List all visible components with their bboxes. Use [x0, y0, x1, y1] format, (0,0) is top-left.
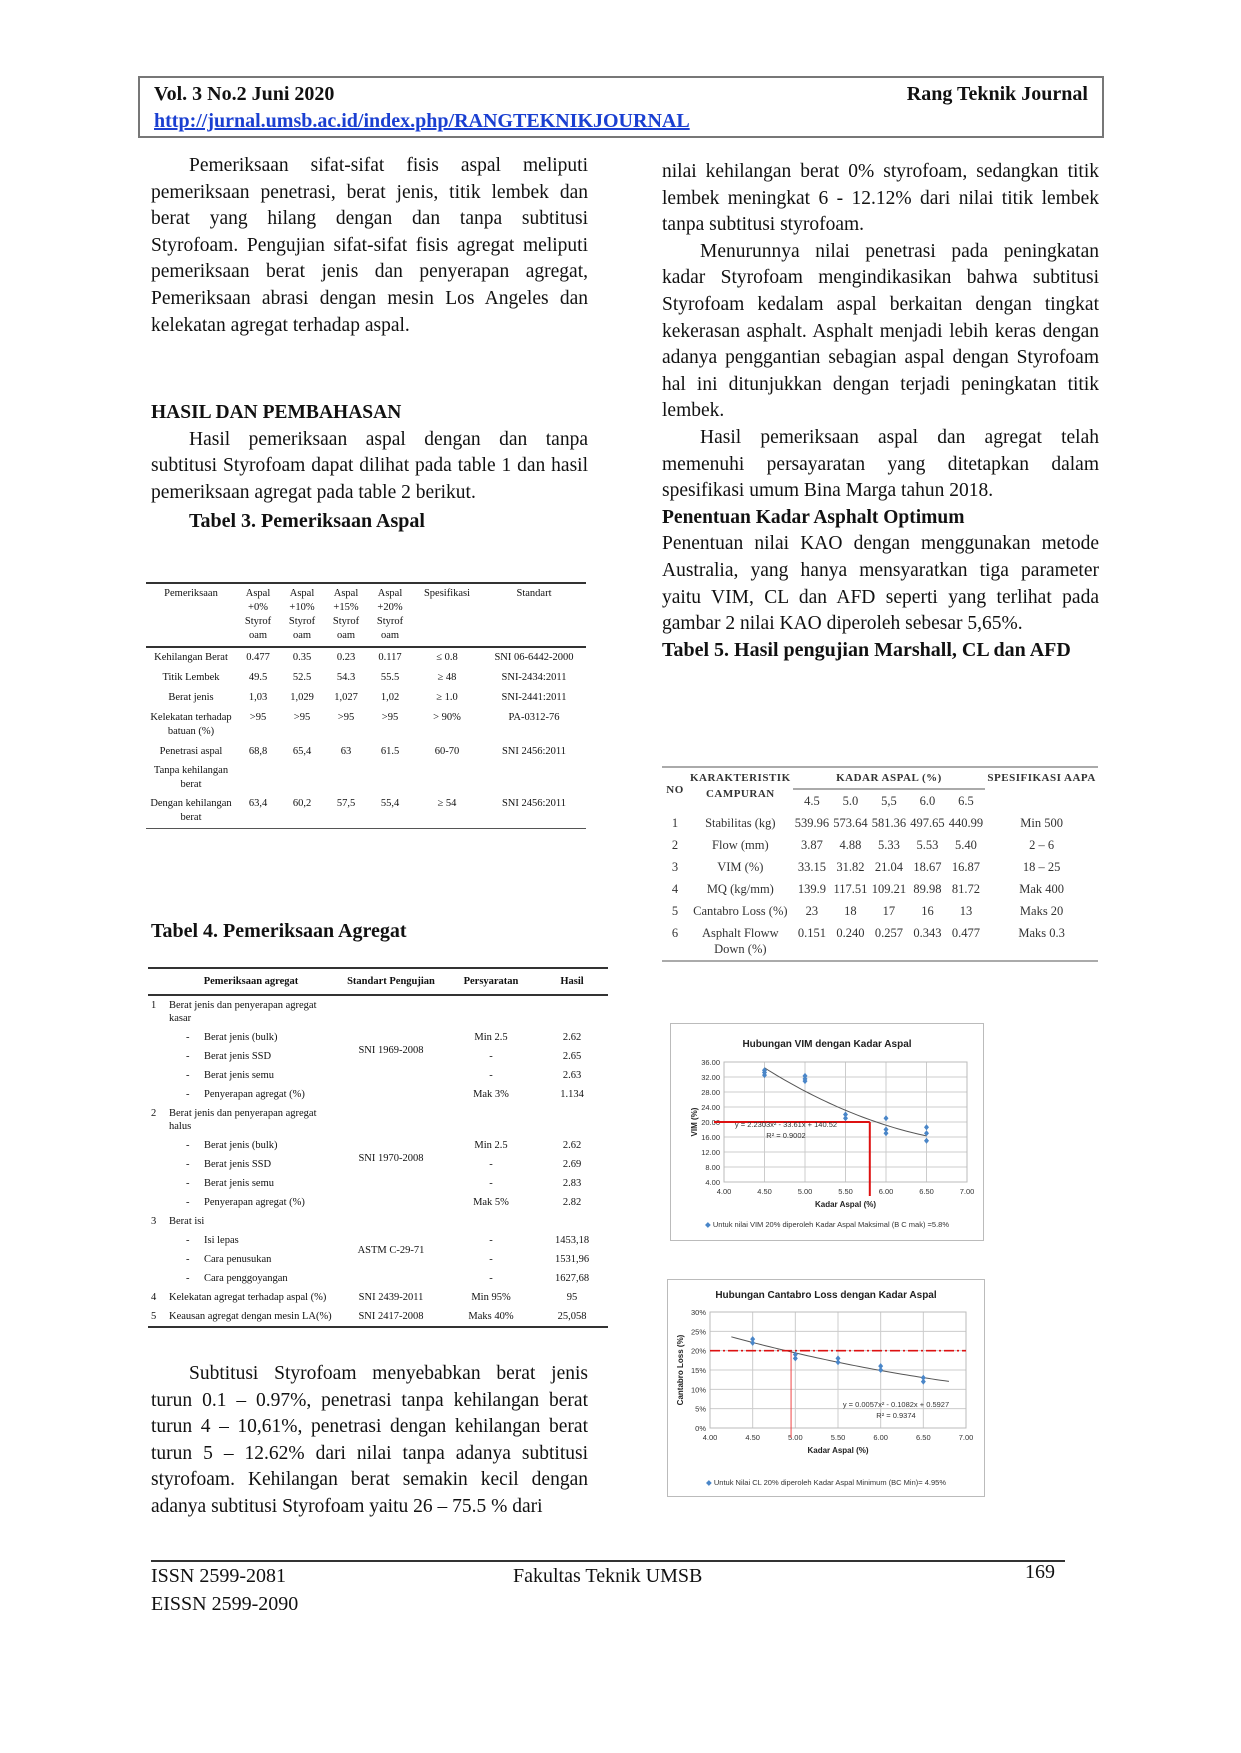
- cell: [236, 762, 280, 795]
- paragraph: Menurunnya nilai penetrasi pada peningkatan kadar Styrofoam mengindikasikan bahwa subtitusi Styrofoam kedalam aspal berkaitan dengan tingkat kekerasan asphalt. Asphalt menjadi lebih keras dengan adanya penggantian sebagian aspal dengan Styrofoam hal ini ditunjukkan dengan terjadi peningkatan titik lembek.: [662, 240, 1099, 422]
- group-title: Berat jenis dan penyerapan agregat kasar: [169, 1000, 317, 1024]
- cell: SNI 2456:2011: [501, 798, 567, 809]
- svg-text:20.00: 20.00: [701, 1118, 720, 1127]
- item-label: - Penyerapan agregat (%): [186, 1197, 305, 1208]
- table-row: [146, 688, 586, 708]
- cell: 18 – 25: [1022, 860, 1061, 874]
- svg-text:4.00: 4.00: [702, 1433, 718, 1442]
- column-header: KARAKTERISTIK CAMPURAN: [690, 772, 791, 800]
- table-row: [146, 708, 586, 742]
- discussion-block: [151, 1361, 588, 1521]
- result: 1.134: [560, 1089, 584, 1100]
- paragraph: Hasil pemeriksaan aspal dengan dan tanpa subtitusi Styrofoam dapat dilihat pada table 1 dan hasil pemeriksaan agregat pada table 2 berikut.: [151, 428, 588, 503]
- svg-text:6.50: 6.50: [916, 1433, 931, 1442]
- table-group-row: [148, 1212, 608, 1231]
- table-pemeriksaan-agregat: [148, 967, 608, 1328]
- cell: ≥ 1.0: [436, 692, 458, 703]
- requirement: Min 2.5: [474, 1140, 508, 1151]
- table-pemeriksaan-aspal: [146, 582, 586, 829]
- row-label: Kelekatan terhadap batuan (%): [150, 712, 232, 737]
- svg-text:4.50: 4.50: [745, 1433, 760, 1442]
- table-row: [146, 795, 586, 829]
- table-row: [146, 742, 586, 762]
- vim-chart: [670, 1023, 984, 1241]
- row-label: Cantabro Loss (%): [693, 904, 788, 918]
- item-label: - Berat jenis SSD: [186, 1159, 272, 1170]
- legend-label: Untuk Nilai CL 20% diperoleh Kadar Aspal Minimum (BC Min)= 4.95%: [713, 1478, 946, 1487]
- item-label: Kelekatan agregat terhadap aspal (%): [169, 1292, 327, 1303]
- cell: 63,4: [248, 798, 268, 809]
- journal-header: [138, 76, 1104, 138]
- cell: 2 – 6: [1029, 838, 1055, 852]
- svg-text:7.00: 7.00: [959, 1187, 975, 1196]
- section-heading: HASIL DAN PEMBAHASAN: [151, 402, 402, 423]
- svg-text:0%: 0%: [695, 1424, 706, 1433]
- requirement: -: [489, 1235, 493, 1246]
- results-section: [151, 400, 588, 535]
- cell: 117.51: [833, 882, 868, 896]
- row-number: 1: [151, 1000, 157, 1011]
- svg-text:Kadar Aspal (%): Kadar Aspal (%): [807, 1446, 869, 1455]
- row-label: Stabilitas (kg): [705, 816, 776, 830]
- result: 2.83: [562, 1178, 582, 1189]
- svg-text:6.00: 6.00: [878, 1187, 894, 1196]
- cell: 6: [671, 926, 679, 940]
- item-label: - Berat jenis SSD: [186, 1051, 272, 1062]
- cell: 13: [959, 904, 973, 918]
- cell: 61.5: [380, 746, 400, 757]
- result: 25,058: [557, 1311, 587, 1322]
- item-label: - Penyerapan agregat (%): [186, 1089, 305, 1100]
- column-header: Hasil: [560, 976, 584, 987]
- cell: 3: [671, 860, 679, 874]
- cell: 81.72: [951, 882, 981, 896]
- cell: 0.35: [292, 652, 312, 663]
- svg-text:25%: 25%: [690, 1327, 706, 1337]
- svg-text:10%: 10%: [690, 1385, 706, 1395]
- cell: 109.21: [871, 882, 907, 896]
- cell: [280, 762, 324, 795]
- cell: ≥ 54: [437, 798, 457, 809]
- cell: 5.33: [877, 838, 900, 852]
- table-row: [662, 834, 1098, 856]
- cell: 581.36: [871, 816, 907, 830]
- svg-text:12.00: 12.00: [701, 1148, 720, 1157]
- cell: 0.477: [246, 652, 270, 663]
- cell: Mak 400: [1019, 882, 1064, 896]
- requirement: -: [489, 1159, 493, 1170]
- column-header: Aspal +10% Styrof oam: [288, 588, 316, 641]
- group-title: Berat jenis dan penyerapan agregat halus: [169, 1108, 317, 1132]
- svg-text:6.50: 6.50: [919, 1187, 934, 1196]
- requirement: -: [489, 1070, 493, 1081]
- table-row: [146, 647, 586, 668]
- cell: SNI-2434:2011: [501, 672, 567, 683]
- standard: ASTM C-29-71: [357, 1244, 425, 1256]
- standard: SNI 1969-2008: [358, 1044, 424, 1056]
- result: 2.62: [562, 1032, 582, 1043]
- column-header: Pemeriksaan: [164, 588, 218, 599]
- cell: 60,2: [292, 798, 312, 809]
- svg-text:24.00: 24.00: [701, 1103, 720, 1112]
- issn: ISSN 2599-2081: [151, 1565, 287, 1587]
- svg-text:28.00: 28.00: [701, 1088, 720, 1097]
- svg-text:4.50: 4.50: [757, 1187, 772, 1196]
- cell: 5.40: [955, 838, 977, 852]
- result: 95: [566, 1292, 578, 1303]
- cell: 16: [921, 904, 934, 918]
- chart-legend: [668, 1478, 984, 1487]
- chart-legend: [671, 1220, 983, 1229]
- svg-text:20%: 20%: [690, 1346, 706, 1356]
- requirement: -: [489, 1254, 493, 1265]
- kadar-value: 5.0: [842, 794, 859, 808]
- cell: [412, 762, 482, 795]
- cell: 0.117: [378, 652, 402, 663]
- cell: SNI-2441:2011: [501, 692, 567, 703]
- right-column-text: [662, 159, 1099, 663]
- column-header: [148, 968, 166, 995]
- cell: 4: [671, 882, 679, 896]
- row-label: MQ (kg/mm): [706, 882, 774, 896]
- cell: > 90%: [433, 712, 461, 723]
- result: 2.65: [562, 1051, 582, 1062]
- kadar-value: 6.0: [919, 794, 936, 808]
- row-number: 5: [151, 1311, 157, 1322]
- paragraph: Penentuan nilai KAO dengan menggunakan metode Australia, yang hanya mensyaratkan tiga parameter yaitu VIM, CL dan AFD seperti yang terlihat pada gambar 2 nilai KAO diperoleh sebesar 5,65%.: [662, 533, 1099, 635]
- cell: [482, 762, 586, 795]
- cell: 0.151: [797, 926, 826, 940]
- svg-text:R² = 0.9374: R² = 0.9374: [876, 1411, 916, 1420]
- legend-label: Untuk nilai VIM 20% diperoleh Kadar Aspal Maksimal (B C mak) =5.8%: [712, 1220, 950, 1229]
- cell: 16.87: [951, 860, 981, 874]
- svg-text:4.00: 4.00: [705, 1178, 720, 1187]
- column-header: Persyaratan: [463, 976, 519, 987]
- table-row: [148, 1307, 608, 1327]
- column-header: Aspal +15% Styrof oam: [332, 588, 360, 641]
- requirement: -: [489, 1273, 493, 1284]
- cell: 1,02: [380, 692, 400, 703]
- table-row: [146, 668, 586, 688]
- footer-faculty: Fakultas Teknik UMSB: [513, 1565, 703, 1587]
- cell: >95: [337, 712, 355, 723]
- volume-label: Vol. 3 No.2 Juni 2020: [154, 83, 335, 105]
- cell: 5.53: [916, 838, 939, 852]
- cell: 0.343: [913, 926, 942, 940]
- eissn: EISSN 2599-2090: [151, 1593, 299, 1615]
- table-row: [146, 762, 586, 795]
- cell: 4.88: [839, 838, 862, 852]
- cell: 49.5: [248, 672, 268, 683]
- svg-text:15%: 15%: [690, 1366, 706, 1375]
- result: 1627,68: [554, 1273, 590, 1284]
- table-row: [662, 878, 1098, 900]
- requirement: Min 95%: [471, 1292, 511, 1303]
- cell: ≤ 0.8: [436, 652, 458, 663]
- table-row: [662, 856, 1098, 878]
- svg-text:5.00: 5.00: [788, 1433, 803, 1442]
- chart-title: Hubungan VIM dengan Kadar Aspal: [742, 1039, 912, 1050]
- cell: [324, 762, 368, 795]
- item-label: - Berat jenis semu: [186, 1178, 274, 1189]
- cell: 573.64: [833, 816, 868, 830]
- footer-issn: [151, 1562, 298, 1618]
- cell: 497.65: [910, 816, 945, 830]
- cell: 5: [671, 904, 679, 918]
- cell: 1,029: [290, 692, 314, 703]
- cell: 31.82: [836, 860, 865, 874]
- kadar-value: 6.5: [958, 794, 974, 808]
- column-header: NO: [666, 784, 684, 796]
- cell: 0.257: [874, 926, 903, 940]
- result: 2.62: [562, 1140, 582, 1151]
- cell: SNI 06-6442-2000: [494, 652, 574, 663]
- svg-text:VIM (%): VIM (%): [690, 1107, 699, 1137]
- item-label: - Isi lepas: [186, 1235, 239, 1246]
- cell: 54.3: [336, 672, 356, 683]
- cell: 65,4: [292, 746, 312, 757]
- journal-url-link[interactable]: http://jurnal.umsb.ac.id/index.php/RANGTEKNIKJOURNAL: [154, 110, 690, 132]
- diamond-marker-icon: ◆: [706, 1478, 712, 1487]
- svg-text:R² = 0.9002: R² = 0.9002: [766, 1131, 806, 1140]
- svg-text:5.50: 5.50: [830, 1433, 846, 1442]
- paragraph: Hasil pemeriksaan aspal dan agregat telah memenuhi persayaratan yang ditetapkan dalam spesifikasi umum Bina Marga tahun 2018.: [662, 426, 1099, 502]
- svg-text:8.00: 8.00: [705, 1163, 720, 1172]
- svg-text:5.50: 5.50: [838, 1187, 853, 1196]
- result: 2.63: [562, 1070, 582, 1081]
- cell: 33.15: [797, 860, 826, 874]
- cell: Min 500: [1020, 816, 1063, 830]
- row-label: Tanpa kehilangan berat: [153, 765, 229, 790]
- paragraph: Pemeriksaan sifat-sifat fisis aspal meliputi pemeriksaan penetrasi, berat jenis, titik lembek dan berat yang hilang dengan dan tanpa subtitusi Styrofoam. Pengujian sifat-sifat fisis agregat meliputi pemeriksaan berat jenis dan penyerapan agregat, Pemeriksaan abrasi dengan mesin Los Angeles dan kelekatan agregat terhadap aspal.: [151, 155, 588, 336]
- cell: 60-70: [434, 746, 460, 757]
- cantabro-chart-plot: [668, 1280, 986, 1498]
- column-header: Aspal +20% Styrof oam: [376, 588, 404, 641]
- svg-text:7.00: 7.00: [958, 1433, 974, 1442]
- cell: 55,4: [380, 798, 400, 809]
- svg-text:36.00: 36.00: [701, 1058, 720, 1067]
- cell: 63: [340, 746, 352, 757]
- cell: 18.67: [913, 860, 942, 874]
- standard: SNI 2439-2011: [358, 1292, 424, 1303]
- row-label: Berat jenis: [168, 692, 214, 703]
- svg-text:Cantabro Loss (%): Cantabro Loss (%): [676, 1334, 685, 1406]
- row-label: Dengan kehilangan berat: [150, 798, 232, 823]
- table3-caption: Tabel 3. Pemeriksaan Aspal: [189, 510, 425, 533]
- cell: 0.23: [336, 652, 356, 663]
- cell: 0.240: [836, 926, 865, 940]
- table4-caption: Tabel 4. Pemeriksaan Agregat: [151, 920, 407, 942]
- cell: SNI 2456:2011: [501, 746, 567, 757]
- cell: 139.9: [797, 882, 826, 896]
- cell: 21.04: [874, 860, 903, 874]
- requirement: Mak 3%: [473, 1089, 509, 1100]
- left-column-intro: [151, 153, 588, 339]
- cell: 17: [882, 904, 896, 918]
- row-number: 2: [151, 1108, 157, 1119]
- column-header: Standart: [516, 588, 552, 599]
- cell: 18: [844, 904, 857, 918]
- column-header: Pemeriksaan agregat: [203, 976, 299, 987]
- subheading: Penentuan Kadar Asphalt Optimum: [662, 506, 965, 528]
- cell: >95: [249, 712, 267, 723]
- requirement: -: [489, 1178, 493, 1189]
- cell: 539.96: [794, 816, 830, 830]
- cell: 1,027: [334, 692, 358, 703]
- table-row: [148, 1288, 608, 1307]
- svg-text:5%: 5%: [695, 1404, 706, 1414]
- row-label: VIM (%): [717, 860, 764, 874]
- cell: [368, 762, 412, 795]
- table-row: [662, 812, 1098, 834]
- row-number: 4: [151, 1292, 157, 1303]
- cell: 89.98: [913, 882, 942, 896]
- journal-name: Rang Teknik Journal: [906, 83, 1088, 105]
- column-header: SPESIFIKASI AAPA: [987, 772, 1096, 784]
- cell: 3.87: [800, 838, 823, 852]
- column-header: Aspal +0% Styrof oam: [244, 588, 272, 641]
- diamond-marker-icon: ◆: [704, 1220, 711, 1229]
- cell: 57,5: [336, 798, 356, 809]
- cell: 55.5: [380, 672, 400, 683]
- table-group-row: [148, 1104, 608, 1136]
- result: 1531,96: [554, 1254, 590, 1265]
- row-number: 3: [151, 1216, 157, 1227]
- cell: 23: [805, 904, 819, 918]
- cell: PA-0312-76: [508, 712, 560, 723]
- column-header: Spesifikasi: [423, 588, 471, 599]
- result: 2.82: [562, 1197, 582, 1208]
- svg-text:5.00: 5.00: [797, 1187, 813, 1196]
- svg-text:Kadar Aspal (%): Kadar Aspal (%): [814, 1200, 877, 1209]
- cell: 1,03: [248, 692, 268, 703]
- group-title: Berat isi: [169, 1216, 205, 1227]
- cell: 440.99: [948, 816, 984, 830]
- cell: 1: [671, 816, 679, 830]
- standard: SNI 2417-2008: [358, 1311, 424, 1322]
- item-label: - Cara penggoyangan: [186, 1273, 288, 1284]
- kadar-value: 4.5: [804, 794, 820, 808]
- cantabro-chart: [667, 1279, 985, 1497]
- svg-text:32.00: 32.00: [701, 1073, 720, 1082]
- svg-text:30%: 30%: [690, 1308, 706, 1317]
- svg-text:16.00: 16.00: [701, 1133, 720, 1142]
- paragraph: nilai kehilangan berat 0% styrofoam, sedangkan titik lembek meningkat 6 - 12.12% dari nilai titik lembek tanpa subtitusi styrofoam.: [662, 161, 1099, 236]
- svg-text:y = 2.2303x² - 33.61x + 140.52: y = 2.2303x² - 33.61x + 140.52: [734, 1120, 838, 1129]
- requirement: Mak 5%: [473, 1197, 509, 1208]
- item-label: Keausan agregat dengan mesin LA(%): [169, 1311, 332, 1322]
- table-group-row: [148, 995, 608, 1028]
- cell: >95: [293, 712, 311, 723]
- row-label: Kehilangan Berat: [154, 652, 228, 663]
- svg-text:4.00: 4.00: [716, 1187, 732, 1196]
- item-label: - Berat jenis (bulk): [186, 1032, 278, 1043]
- table-marshall: [662, 766, 1098, 962]
- cell: >95: [381, 712, 399, 723]
- cell: 0.477: [951, 926, 981, 940]
- cell: 52.5: [292, 672, 312, 683]
- cell: 68,8: [248, 746, 268, 757]
- result: 2.69: [562, 1159, 582, 1170]
- cell: Maks 0.3: [1018, 926, 1065, 940]
- cell: Maks 20: [1019, 904, 1064, 918]
- table-row: [662, 900, 1098, 922]
- chart-title: Hubungan Cantabro Loss dengan Kadar Aspal: [715, 1290, 937, 1301]
- table-row: [662, 922, 1098, 961]
- requirement: Min 2.5: [474, 1032, 508, 1043]
- vim-chart-plot: [671, 1024, 985, 1242]
- requirement: -: [489, 1051, 493, 1062]
- table4-caption-block: [151, 918, 588, 945]
- item-label: - Berat jenis (bulk): [186, 1140, 278, 1151]
- requirement: Maks 40%: [468, 1311, 514, 1322]
- paragraph: Subtitusi Styrofoam menyebabkan berat jenis turun 0.1 – 0.97%, penetrasi tanpa kehilangan berat turun 4 – 10,61%, penetrasi dengan kehilangan berat turun 5 – 12.62% dari nilai tanpa adanya subtitusi styrofoam. Kehilangan berat semakin kecil dengan adanya subtitusi Styrofoam yaitu 26 – 75.5 % dari: [151, 1363, 588, 1517]
- cell: 2: [671, 838, 679, 852]
- item-label: - Cara penusukan: [186, 1254, 272, 1265]
- cell: ≥ 48: [437, 672, 457, 683]
- column-header: KADAR ASPAL (%): [793, 767, 986, 789]
- svg-text:y = 0.0057x² - 0.1082x + 0.592: y = 0.0057x² - 0.1082x + 0.5927: [842, 1400, 950, 1409]
- kadar-value: 5,5: [881, 794, 897, 808]
- column-header: Standart Pengujian: [347, 976, 435, 987]
- row-label: Penetrasi aspal: [159, 746, 223, 757]
- row-label: Asphalt Floww Down (%): [701, 926, 779, 956]
- page-number: 169: [1025, 1561, 1055, 1583]
- row-label: Flow (mm): [712, 838, 769, 852]
- result: 1453,18: [554, 1235, 590, 1246]
- table5-caption: Tabel 5. Hasil pengujian Marshall, CL dan AFD: [662, 638, 1071, 661]
- row-label: Titik Lembek: [162, 672, 220, 683]
- svg-text:6.00: 6.00: [873, 1433, 888, 1442]
- item-label: - Berat jenis semu: [186, 1070, 274, 1081]
- standard: SNI 1970-2008: [358, 1152, 424, 1164]
